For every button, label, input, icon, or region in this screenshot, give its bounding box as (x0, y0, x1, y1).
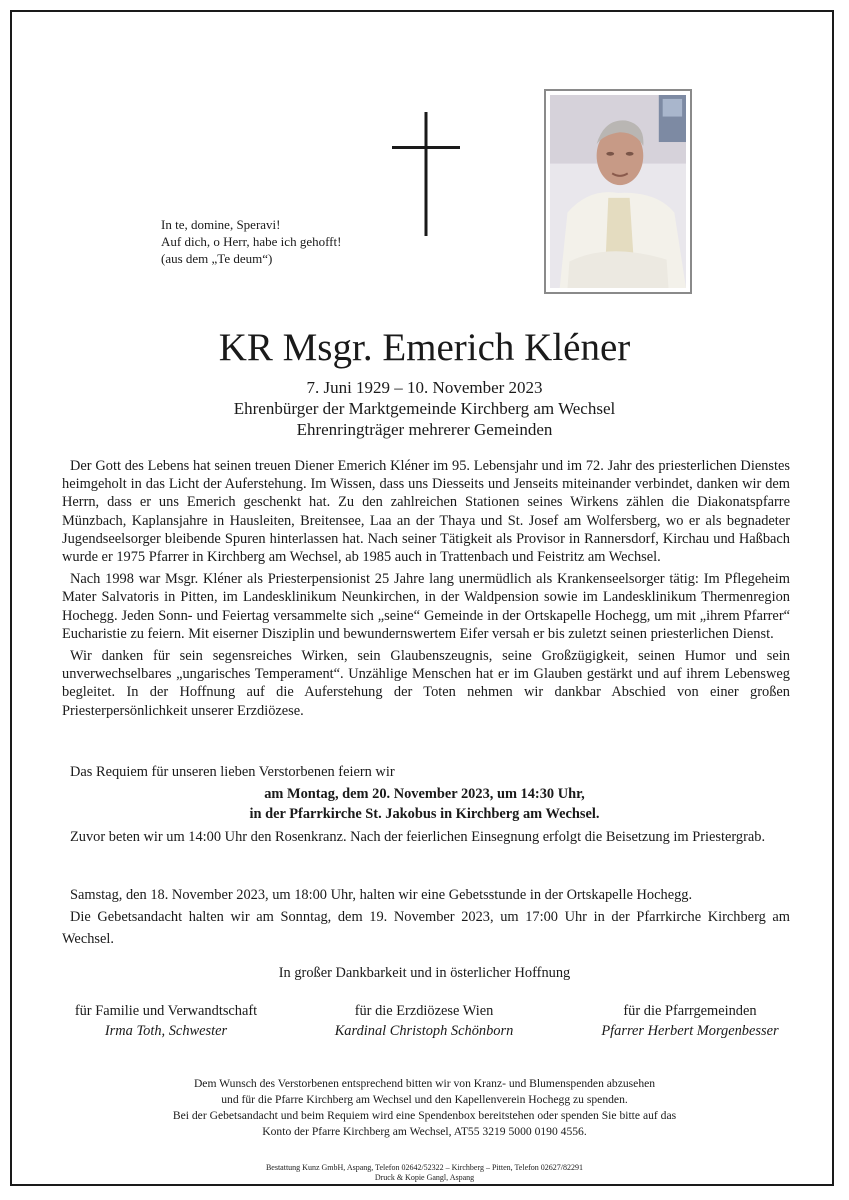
thanks-line: In großer Dankbarkeit und in österlicher Hoffnung (278, 965, 571, 981)
cross-icon (392, 112, 460, 236)
biography (62, 457, 790, 724)
notice-line: Dem Wunsch des Verstorbenen entsprechend bitten wir von Kranz- und Blumenspenden abzusehen (193, 1077, 656, 1090)
motto (161, 216, 341, 267)
signatory-role: für die Erzdiözese Wien (354, 1003, 494, 1019)
signatory-name: Kardinal Christoph Schönborn (334, 1023, 514, 1039)
bio-paragraph: Nach 1998 war Msgr. Kléner als Priesterpensionist 25 Jahre lang unermüdlich als Krankenseelsorger tätig: Im Pflegeheim Mater Salvatoris in Pitten, im Landesklinikum Neunkirchen, in der Waldpension sowie im Landesklinikum Thermenregion Hochegg. Jeden Sonn- und Feiertag versammelte sich „seine“ Gemeinde in der Ortskapelle Hochegg, um mit „ihrem Pfarrer“ Eucharistie zu feiern. Mit eiserner Disziplin und bewundernswertem Eifer versah er bis zuletzt seinen priesterlichen Dienst. (62, 571, 790, 642)
requiem-date: am Montag, dem 20. November 2023, um 14:30 Uhr, (264, 786, 585, 802)
portrait-frame (544, 89, 692, 294)
notice-line: Konto der Pfarre Kirchberg am Wechsel, AT55 3219 5000 0190 4556. (262, 1125, 587, 1138)
requiem-place: in der Pfarrkirche St. Jakobus in Kirchberg am Wechsel. (249, 806, 600, 822)
signatory-parish (565, 1001, 815, 1041)
honor-line: Ehrenringträger mehrerer Gemeinden (296, 420, 553, 439)
deceased-name: KR Msgr. Emerich Kléner (218, 326, 631, 369)
signatory-name: Pfarrer Herbert Morgenbesser (601, 1023, 779, 1039)
bio-paragraph: Wir danken für sein segensreiches Wirken, sein Glaubenszeugnis, seine Großzügigkeit, seinen Humor und sein unverwechselbares „ungarisches Temperament“. Unzählige Menschen hat er im Glauben gestärkt und auf ihrem Lebensweg begleitet. In der Hoffnung auf die Auferstehung der Toten nehmen wir dankbar Abschied von einer großen Priesterpersönlichkeit unserer Erzdiözese. (62, 648, 790, 719)
devotion-text: Die Gebetsandacht halten wir am Sonntag, dem 19. November 2023, um 17:00 Uhr in der Pfarrkirche Kirchberg am Wechsel. (62, 909, 790, 947)
signatory-role: für die Pfarrgemeinden (623, 1003, 757, 1019)
signatory-diocese (299, 1001, 549, 1041)
notice-line: Bei der Gebetsandacht und beim Requiem wird eine Spendenbox bereitstehen oder spenden Sie bitte auf das (172, 1109, 677, 1122)
footer-line: Druck & Kopie Gangl, Aspang (374, 1173, 475, 1182)
signatory-family (41, 1001, 291, 1041)
motto-line: (aus dem „Te deum“) (161, 251, 273, 266)
footer-line: Bestattung Kunz GmbH, Aspang, Telefon 02642/52322 – Kirchberg – Pitten, Telefon 02627/82291 (265, 1163, 584, 1172)
subtitle-block (0, 377, 849, 440)
life-dates: 7. Juni 1929 – 10. November 2023 (306, 378, 543, 397)
requiem-intro: Das Requiem für unseren lieben Verstorbenen feiern wir (70, 764, 395, 780)
prayer-hour-text: Samstag, den 18. November 2023, um 18:00 Uhr, halten wir eine Gebetsstunde in der Ortskapelle Hochegg. (70, 887, 693, 903)
notice-line: und für die Pfarre Kirchberg am Wechsel und den Kapellenverein Hochegg zu spenden. (221, 1093, 628, 1106)
motto-line: Auf dich, o Herr, habe ich gehofft! (161, 234, 342, 249)
footer (0, 1163, 849, 1183)
signatory-name: Irma Toth, Schwester (104, 1023, 228, 1039)
signatory-role: für Familie und Verwandtschaft (74, 1003, 258, 1019)
bio-paragraph: Der Gott des Lebens hat seinen treuen Diener Emerich Kléner im 95. Lebensjahr und im 72. Jahr des priesterlichen Dienstes heimgeholt in das Licht der Auferstehung. Im Wissen, dass uns Diesseits und Jenseits miteinander verbindet, danken wir dem Herrn, dass er uns Emerich geschenkt hat. Zu den zahlreichen Stationen seines Wirkens zählen die Diakonatspfarre Münzbach, Kaplansjahre in Hausleiten, Breitensee, Laa an der Thaya und St. Josef am Wolfersberg, wo er als begnadeter Jugendseelsorger bleibende Spuren hinterlassen hat. Nach seiner Tätigkeit als Provisor in Rannersdorf, Kirchau und Haßbach wurde er 1975 Pfarrer in Kirchberg am Wechsel, ab 1985 auch in Trattenbach und Feistritz am Wechsel. (62, 458, 790, 566)
donation-notice (0, 1076, 849, 1140)
portrait-photo (550, 95, 686, 288)
rosary-text: Zuvor beten wir um 14:00 Uhr den Rosenkranz. Nach der feierlichen Einsegnung erfolgt die Beisetzung im Priestergrab. (70, 829, 766, 845)
motto-line: In te, domine, Speravi! (161, 217, 281, 232)
honor-line: Ehrenbürger der Marktgemeinde Kirchberg am Wechsel (233, 399, 616, 418)
